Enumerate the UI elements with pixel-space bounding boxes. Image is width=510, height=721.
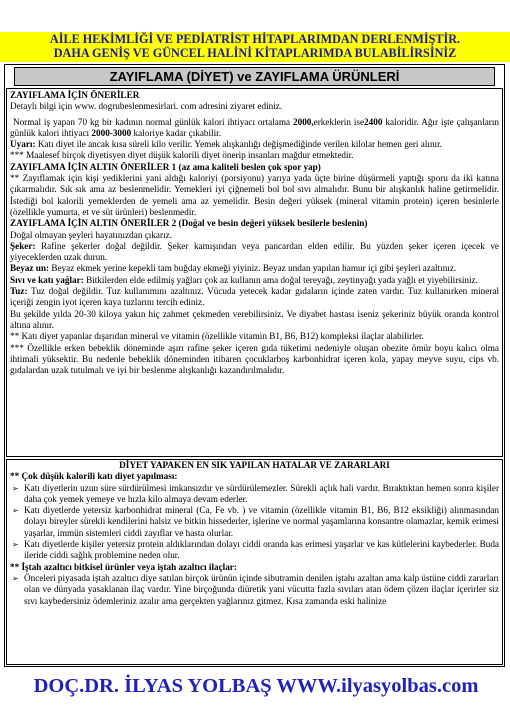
paragraph: *** Özellikle erken bebeklik döneminde aşırı rafine şeker içeren gıda tüketimi nedeniyle oluşan obezite ömür boyu kalıcı olma ihtimali yüksektir. Bu nedenle bebeklik döneminden itibaren çocuklarboş karbonhidrat içeren kola, yapay meyve suyu, cips vb. gıdalardan uzak tutulmalı ve iyi bir beslenme alışkanlığı kazandırılmalıdır. <box>10 342 499 376</box>
warning-paragraph: Uyarı: Katı diyet ile ancak kısa süreli kilo verilir. Yemek alışkanlığı değişmediğinde verilen kilolar hemen geri alınır. <box>10 139 442 150</box>
paragraph: Doğal olmayan şeyleri hayatınızdan çıkarız. <box>10 229 172 240</box>
subheading: ** Çok düşük kalorili katı diyet yapılması: <box>10 471 178 482</box>
section-heading: ZAYIFLAMA İÇİN ÖNERİLER <box>10 90 140 100</box>
recommendations-section <box>10 90 499 376</box>
footer-author: DOÇ.DR. İLYAS YOLBAŞ WWW.ilyasyolbas.com <box>33 675 479 697</box>
list-item: ➢ Katı diyetlerde kişiler yetersiz protein aldıklarından dolayı ciddi oranda kas erimesi yaşarlar ve kas kütlelerini kaybederler. Buda ileride ciddi sağlık problemine neden olur. <box>12 539 499 561</box>
mistakes-list-2 <box>10 573 499 607</box>
banner-line-1: AİLE HEKİMLİĞİ VE PEDİATRİST HİTAPLARIMDAN DERLENMİŞTİR. <box>49 32 461 46</box>
paragraph: Tuz: Tuz doğal değildir. Tuz kullanımını azaltınız. Vücuda yetecek kadar gıdaların içinde zaten vardır. Tuz kullanırken mineral içeriği zengin iyot içeren kaya tuzlarını tercih ediniz. <box>10 286 499 308</box>
subheading: ** İştah azaltıcı bitkisel ürünler veya iştah azaltıcı ilaçlar: <box>10 561 237 572</box>
paragraph: Detaylı bilgi için www. dogrubeslenmesirlari. com adresini ziyaret ediniz. <box>10 101 283 112</box>
section-heading: DİYET YAPAKEN EN SIK YAPILAN HATALAR VE ZARARLARI <box>119 460 390 470</box>
list-item: ➢ Katı diyetlerin uzun süre sürdürülmesi imkansızdır ve sürdürülemezler. Sürekli açlık hali vardır. Bıraktıktan hemen sonra kişiler daha çok yemek yemeye ve hızla kilo almaya devam ederler. <box>12 482 499 504</box>
paragraph: Beyaz un: Beyaz ekmek yerine kepekli tam buğday ekmeği yiyiniz. Beyaz undan yapılan hamur içi gibi şeyleri azaltınız. <box>10 263 457 274</box>
subheading: ZAYIFLAMA İÇİN ALTIN ÖNERİLER 1 (az ama kaliteli beslen çok spor yap) <box>10 161 321 172</box>
subheading: ZAYIFLAMA İÇİN ALTIN ÖNERİLER 2 (Doğal ve besin değeri yüksek besilerle beslenin) <box>10 218 368 229</box>
mistakes-section <box>10 460 499 607</box>
top-banner <box>0 32 510 62</box>
arrow-bullet-icon: ➢ <box>12 573 19 583</box>
paragraph: *** Maalesef birçok diyetisyen diyet düşük kalorili diyet önerip insanları mağdur etmektedir. <box>10 150 354 161</box>
arrow-bullet-icon: ➢ <box>12 483 19 493</box>
paragraph: Sıvı ve katı yağlar: Bitkilerden elde edilmiş yağları çok az kullanın ama doğal tereyağı, zeytinyağı yada yağlı et yiyebilirsiniz. <box>10 274 478 285</box>
paragraph: Şeker: Rafine şekerler doğal değildir. Şeker kamışından veya pancardan elden edilir. Bu yüzden şeker içeren içecek ve yiyeceklerden uzak durun. <box>10 240 499 263</box>
banner-line-2: DAHA GENİŞ VE GÜNCEL HALİNİ KİTAPLARIMDA BULABİLİRSİNİZ <box>53 46 457 60</box>
arrow-bullet-icon: ➢ <box>12 540 19 550</box>
list-item: ➢ Katı diyetlerde yetersiz karbonhidrat mineral (Ca, Fe vb. ) ve vitamin (özellikle vitamin B1, B6, B12 eksikliği) alınmasından dolayı bireyler sürekli kendilerini halsiz ve bitkin hissederler, işlerine ve normal yaşamlarına konsantre olamazlar, kemik erimesi yaşarlar, immün sistemleri ciddi zayıflar ve hasta olurlar. <box>12 505 499 538</box>
paragraph: Bu şekilde yılda 20-30 kiloya yakın hiç zahmet çekmeden verebilirsiniz. Ve diyabet hastası iseniz şekeriniz büyük oranda kontrol altına alınır. <box>10 308 499 330</box>
mistakes-list-1 <box>10 483 499 562</box>
page-title: ZAYIFLAMA (DİYET) ve ZAYIFLAMA ÜRÜNLERİ <box>14 67 495 86</box>
paragraph: ** Zayıflamak için kişi yediklerini yani aldığı kaloriyi (porsiyonu) yarıya yada üçte birine düşürmeli yaptığı sporu da iki katına çıkarmalıdır. Sık sık ama az beslenmelidir. Yemekleri iyi çiğnemeli bol bol sıvı almalıdır. Bunu bir alışkanlık haline getirmelidir. İstediği bol kalorili yemeklerden de yemeli ama az yemelidir. Besin değeri yüksek (mineral vitamin protein) içeren besinlerle (özellikle yumurta, et ve süt ürünleri) beslenmedir. <box>10 173 499 217</box>
paragraph: Normal iş yapan 70 kg bir kadının normal günlük kalori ihtiyacı ortalama 2000,erkeklerin ise2400 kaloridir. Ağır işte çalışanların günlük kalori ihtiyacı 2000-3000 kaloriye kadar çıkabilir. <box>10 116 499 138</box>
list-item: ➢ Önceleri piyasada iştah azaltıcı diye satılan birçok ürünün içinde sibutramin denilen iştahı azaltan ama kalp üstüne ciddi zararları olan ve dünyada yasaklanan ilaç vardır. Yine birçoğunda diüretik yani vücutta fazla sıvıları atan ödem çözen ilaçlar içerirler siz sıvı kaybedersiniz ödemleriniz azalır ama gerçekten yağlarınız gitmez. Kısa zamanda eski halinize <box>12 572 499 606</box>
arrow-bullet-icon: ➢ <box>12 506 19 516</box>
paragraph: ** Katı diyet yapanlar dışarıdan mineral ve vitamin (özellikle vitamin B1, B6, B12) kompleksi ilaçlar alabilirler. <box>10 331 424 342</box>
